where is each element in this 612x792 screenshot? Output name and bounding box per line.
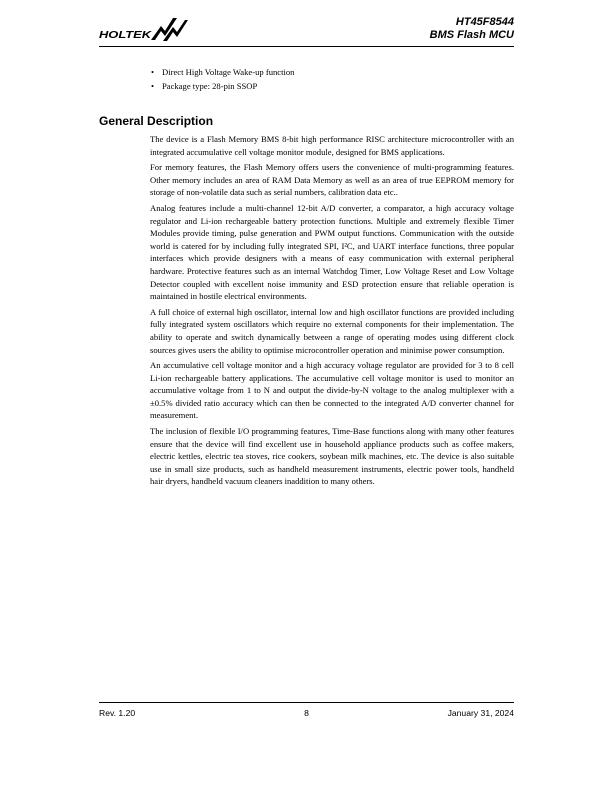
header-title-block [430, 16, 514, 41]
product-type: BMS Flash MCU [429, 28, 514, 41]
part-number: HT45F8544 [455, 16, 514, 28]
footer-date: January 31, 2024 [447, 708, 514, 718]
feature-bullet-list [150, 67, 514, 95]
holtek-logo [99, 14, 189, 44]
paragraph: An accumulative cell voltage monitor and a high accuracy voltage regulator are provided for 3 to 8 cell Li-ion rechargeable battery applications. The accumulative cell voltage monitor is used to monitor an accumulative voltage from 1 to N and output the divide-by-N voltage to the analog multiplexer with a ±0.5% divided ratio accuracy which can then be connected to the integrated A/D converter channel for measurement. [150, 360, 514, 421]
logo-wordmark: HOLTEK [99, 29, 153, 41]
paragraph: The inclusion of flexible I/O programming features, Time-Base functions along with many other features ensure that the device will find excellent use in household appliance products such as coffee makers, electric kettles, electric tea stoves, rice cookers, soybean milk machines, etc. The device is also suitable use in small size products, such as handheld measurement instruments, electric power tools, handheld hair dryers, handheld vacuum cleaners inaddition to many others. [150, 426, 514, 487]
page-number: 8 [304, 708, 309, 718]
paragraph: For memory features, the Flash Memory offers users the convenience of multi-programming features. Other memory includes an area of RAM Data Memory as well as an area of true EEPROM memory for storage of non-volatile data such as serial numbers, calibration data etc.. [150, 162, 514, 198]
bullet-dot-icon: • [151, 81, 155, 91]
paragraph: The device is a Flash Memory BMS 8-bit high performance RISC architecture microcontroller with an integrated accumulative cell voltage monitor module, designed for BMS applications. [150, 134, 514, 157]
page-footer [99, 706, 514, 720]
page-header [99, 14, 514, 44]
feature-bullet [150, 67, 514, 77]
revision-label: Rev. 1.20 [99, 708, 136, 718]
paragraph: A full choice of external high oscillator, internal low and high oscillator functions are provided including fully integrated system oscillators which require no external components for their implementation. The ability to operate and switch dynamically between a range of operating modes using different clock sources gives users the ability to optimise microcontroller operation and minimise power consumption. [150, 306, 514, 355]
section-body [150, 133, 514, 488]
paragraph: Analog features include a multi-channel 12-bit A/D converter, a comparator, a high accuracy voltage regulator and Li-ion rechargeable battery protection functions. Multiple and extremely flexible Timer Modules provide timing, pulse generation and PWM output functions. Communication with the outside world is catered for by including fully integrated SPI, I²C, and UART interface functions, three popular interfaces which provide designers with a means of easy communication with external peripheral hardware. Protective features such as an internal Watchdog Timer, Low Voltage Reset and Low Voltage Detector coupled with excellent noise immunity and ESD protection ensure that reliable operation is maintained in hostile electrical environments. [150, 202, 514, 302]
bullet-text: Direct High Voltage Wake-up function [162, 67, 295, 77]
feature-bullet [150, 81, 514, 91]
footer-rule [99, 702, 514, 703]
section-title: General Description [99, 114, 214, 128]
bullet-dot-icon: • [151, 67, 155, 77]
bullet-text: Package type: 28-pin SSOP [162, 81, 258, 91]
header-rule [99, 46, 514, 47]
